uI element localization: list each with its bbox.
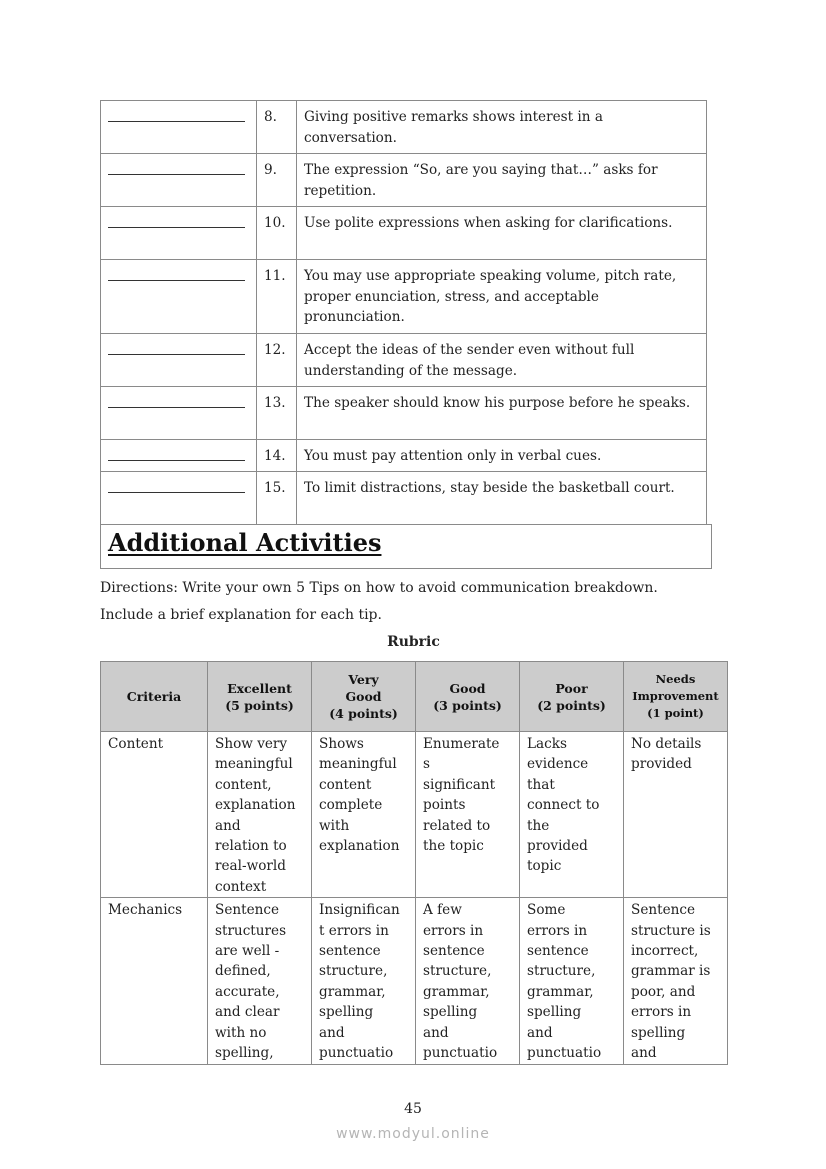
item-number: 14. xyxy=(257,440,297,472)
item-number: 8. xyxy=(257,101,297,154)
item-statement: Use polite expressions when asking for clarifications. xyxy=(297,207,707,260)
answer-blank[interactable] xyxy=(108,340,245,355)
page-number: 45 xyxy=(404,1101,422,1117)
item-statement: Accept the ideas of the sender even without full understanding of the message. xyxy=(297,334,707,387)
item-number: 12. xyxy=(257,334,297,387)
additional-activities-box xyxy=(100,524,712,569)
answer-blank[interactable] xyxy=(108,393,245,408)
answer-blank-cell[interactable] xyxy=(101,260,257,334)
table-row xyxy=(101,334,707,387)
rubric-cell: Sentence structures are well - defined, accurate, and clear with no spelling, xyxy=(208,898,312,1064)
rubric-criteria: Mechanics xyxy=(101,898,208,1064)
rubric-row xyxy=(101,898,728,1064)
rubric-cell: Shows meaningful content complete with explanation xyxy=(312,732,416,898)
answer-blank-cell[interactable] xyxy=(101,154,257,207)
item-statement: To limit distractions, stay beside the basketball court. xyxy=(297,472,707,525)
item-number: 10. xyxy=(257,207,297,260)
rubric-header: Criteria xyxy=(101,662,208,732)
rubric-cell: Sentence structure is incorrect, grammar is poor, and errors in spelling and xyxy=(624,898,728,1064)
table-row xyxy=(101,207,707,260)
rubric-cell: Some errors in sentence structure, grammar, spelling and punctuatio xyxy=(520,898,624,1064)
table-row xyxy=(101,154,707,207)
table-row xyxy=(101,387,707,440)
directions-line-1: Directions: Write your own 5 Tips on how to avoid communication breakdown. xyxy=(100,580,658,596)
answer-blank-cell[interactable] xyxy=(101,101,257,154)
item-statement: The expression “So, are you saying that…” asks for repetition. xyxy=(297,154,707,207)
rubric-header: Needs Improvement (1 point) xyxy=(624,662,728,732)
watermark: www.modyul.online xyxy=(336,1126,490,1142)
rubric-cell: Enumerate s significant points related to the topic xyxy=(416,732,520,898)
rubric-header: Very Good (4 points) xyxy=(312,662,416,732)
table-row xyxy=(101,472,707,525)
rubric-row xyxy=(101,732,728,898)
rubric-cell: A few errors in sentence structure, grammar, spelling and punctuatio xyxy=(416,898,520,1064)
rubric-cell: Insignifican t errors in sentence structure, grammar, spelling and punctuatio xyxy=(312,898,416,1064)
rubric-cell: Lacks evidence that connect to the provided topic xyxy=(520,732,624,898)
answer-blank-cell[interactable] xyxy=(101,334,257,387)
rubric-criteria: Content xyxy=(101,732,208,898)
rubric-cell: No details provided xyxy=(624,732,728,898)
table-row xyxy=(101,101,707,154)
rubric-table xyxy=(100,661,728,1065)
answer-blank[interactable] xyxy=(108,266,245,281)
item-statement: You may use appropriate speaking volume, pitch rate, proper enunciation, stress, and acceptable pronunciation. xyxy=(297,260,707,334)
answer-blank[interactable] xyxy=(108,213,245,228)
answer-blank-cell[interactable] xyxy=(101,472,257,525)
rubric-header: Excellent (5 points) xyxy=(208,662,312,732)
section-heading: Additional Activities xyxy=(108,528,382,557)
true-false-table xyxy=(100,100,707,525)
answer-blank[interactable] xyxy=(108,107,245,122)
rubric-header: Good (3 points) xyxy=(416,662,520,732)
table-row xyxy=(101,440,707,472)
item-number: 9. xyxy=(257,154,297,207)
rubric-cell: Show very meaningful content, explanation and relation to real-world context xyxy=(208,732,312,898)
rubric-header: Poor (2 points) xyxy=(520,662,624,732)
table-row xyxy=(101,260,707,334)
answer-blank[interactable] xyxy=(108,478,245,493)
item-number: 13. xyxy=(257,387,297,440)
answer-blank-cell[interactable] xyxy=(101,207,257,260)
answer-blank[interactable] xyxy=(108,446,245,461)
answer-blank-cell[interactable] xyxy=(101,440,257,472)
item-statement: You must pay attention only in verbal cues. xyxy=(297,440,707,472)
item-number: 11. xyxy=(257,260,297,334)
item-statement: Giving positive remarks shows interest in a conversation. xyxy=(297,101,707,154)
answer-blank[interactable] xyxy=(108,160,245,175)
directions-line-2: Include a brief explanation for each tip. xyxy=(100,607,382,623)
answer-blank-cell[interactable] xyxy=(101,387,257,440)
rubric-title: Rubric xyxy=(387,634,440,650)
item-statement: The speaker should know his purpose before he speaks. xyxy=(297,387,707,440)
item-number: 15. xyxy=(257,472,297,525)
